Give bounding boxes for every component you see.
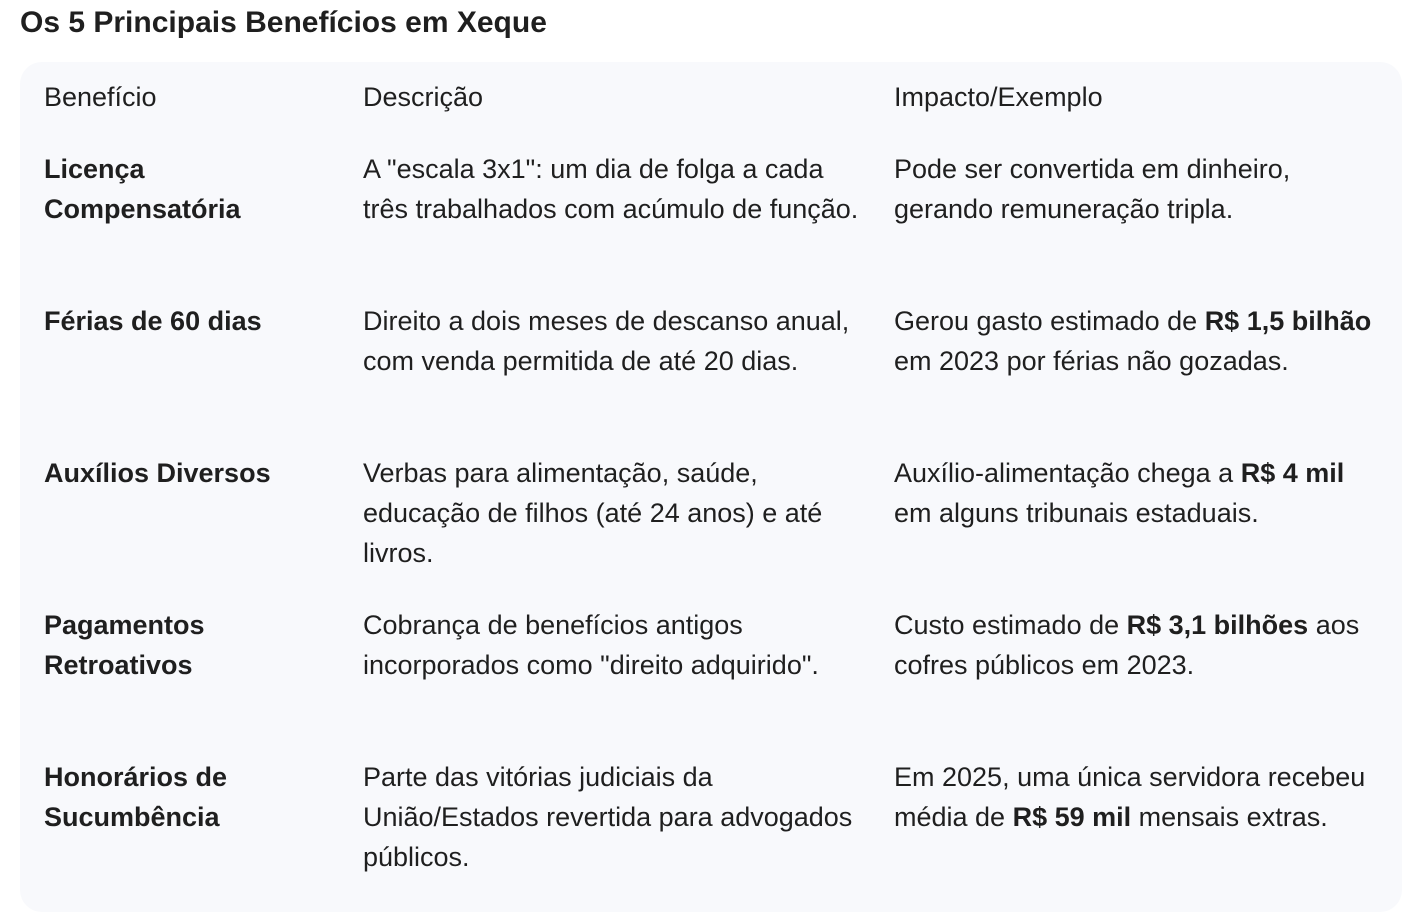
impacto-highlight: R$ 3,1 bilhões: [1126, 610, 1309, 640]
header-descricao: Descrição: [363, 82, 484, 112]
cell-impacto: [894, 605, 1389, 685]
impacto-text: em alguns tribunais estaduais.: [894, 498, 1259, 528]
impacto-text: mensais extras.: [1131, 802, 1328, 832]
impacto-highlight: R$ 59 mil: [1012, 802, 1132, 832]
header-impacto: Impacto/Exemplo: [894, 82, 1103, 112]
impacto-highlight: R$ 1,5 bilhão: [1204, 306, 1372, 336]
cell-impacto: [894, 757, 1389, 837]
cell-beneficio: Auxílios Diversos: [44, 458, 271, 488]
cell-beneficio: Férias de 60 dias: [44, 306, 262, 336]
cell-impacto: [894, 149, 1389, 229]
cell-beneficio: Pagamentos Retroativos: [44, 610, 205, 680]
impacto-text: Auxílio-alimentação chega a: [894, 458, 1241, 488]
cell-descricao: A "escala 3x1": um dia de folga a cada três trabalhados com acúmulo de função.: [363, 154, 859, 224]
impacto-text: Pode ser convertida em dinheiro, gerando remuneração tripla.: [894, 154, 1291, 224]
cell-impacto: [894, 301, 1389, 381]
impacto-text: Em 2025, uma única servidora recebeu média de: [894, 762, 1366, 832]
cell-descricao: Verbas para alimentação, saúde, educação de filhos (até 24 anos) e até livros.: [363, 458, 823, 568]
page-title: Os 5 Principais Benefícios em Xeque: [20, 6, 547, 39]
cell-descricao: Parte das vitórias judiciais da União/Estados revertida para advogados públicos.: [363, 762, 853, 872]
impacto-text: Gerou gasto estimado de: [894, 306, 1205, 336]
header-beneficio: Benefício: [44, 82, 157, 112]
impacto-text: Custo estimado de: [894, 610, 1127, 640]
cell-descricao: Cobrança de benefícios antigos incorporados como "direito adquirido".: [363, 610, 819, 680]
cell-descricao: Direito a dois meses de descanso anual, com venda permitida de até 20 dias.: [363, 306, 850, 376]
cell-impacto: [894, 453, 1389, 533]
impacto-text: aos cofres públicos em 2023.: [894, 610, 1360, 680]
cell-beneficio: Licença Compensatória: [44, 154, 241, 224]
impacto-highlight: R$ 4 mil: [1240, 458, 1345, 488]
benefits-table: [20, 62, 1402, 912]
impacto-text: em 2023 por férias não gozadas.: [894, 346, 1289, 376]
cell-beneficio: Honorários de Sucumbência: [44, 762, 228, 832]
